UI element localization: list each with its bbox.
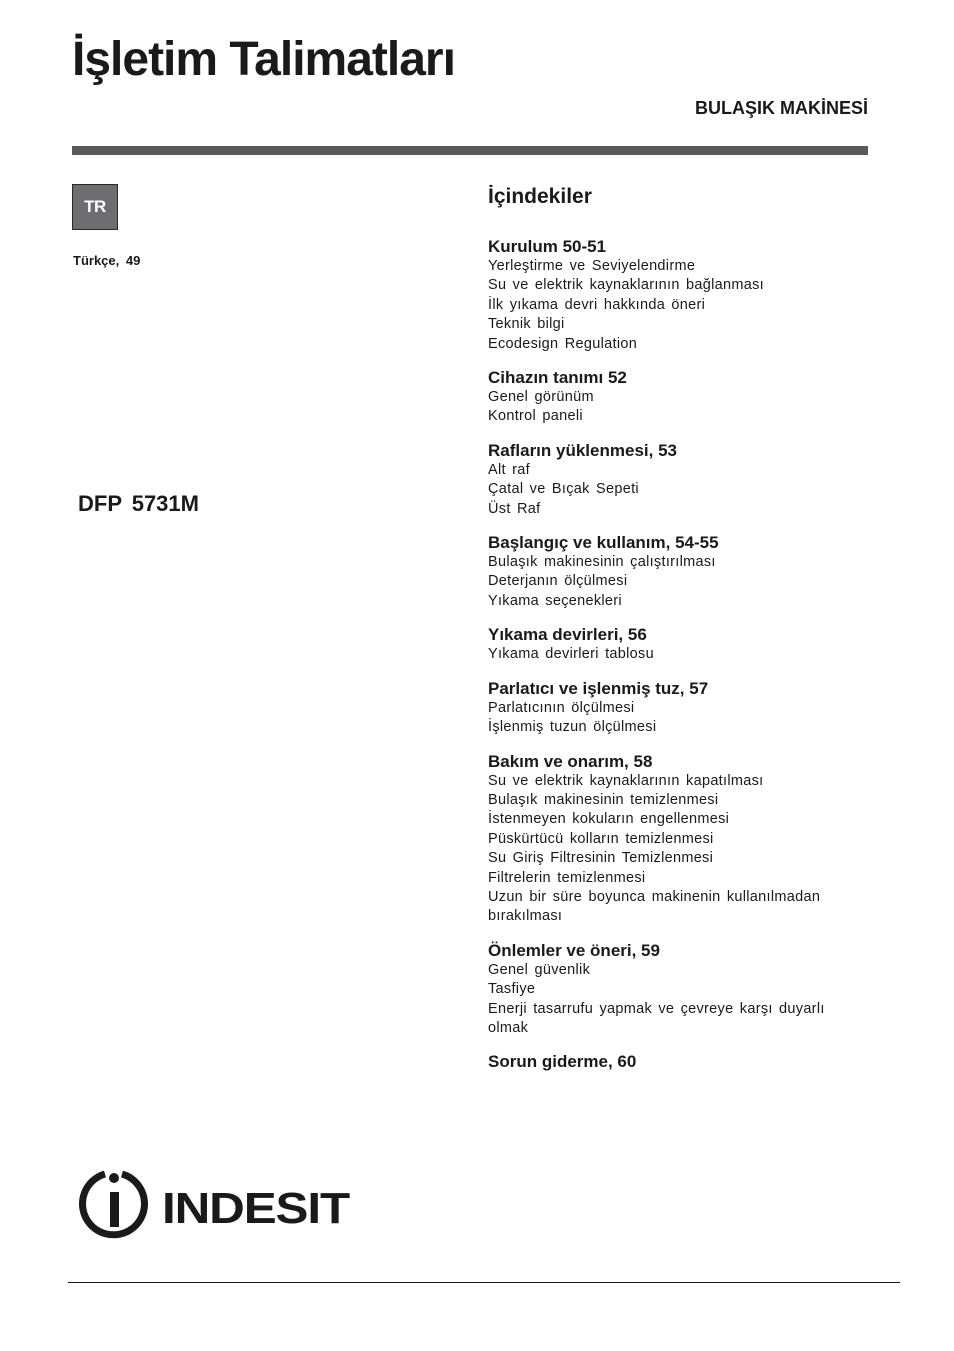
toc-item-list	[488, 461, 888, 519]
toc-item: Bulaşık makinesinin temizlenmesi	[488, 791, 719, 808]
toc-section	[488, 679, 888, 738]
toc-item: Yıkama seçenekleri	[488, 592, 622, 609]
toc-item: Çatal ve Bıçak Sepeti	[488, 481, 639, 498]
toc-item-list	[488, 388, 888, 427]
toc-section	[488, 237, 888, 354]
toc-item: Tasfiye	[488, 981, 536, 998]
toc-item: Teknik bilgi	[488, 316, 565, 333]
indesit-logo	[78, 1168, 353, 1244]
toc-item: Genel görünüm	[488, 389, 594, 406]
toc-item: Genel güvenlik	[488, 961, 591, 978]
toc-section	[488, 533, 888, 611]
toc-section-title: Önlemler ve öneri, 59	[488, 940, 660, 960]
document-title: İşletim Talimatları	[72, 33, 455, 86]
toc-section-title: Kurulum 50-51	[488, 237, 607, 256]
toc-section	[488, 1052, 888, 1072]
toc-item-list	[488, 257, 888, 354]
toc-item-list	[488, 699, 888, 738]
toc-section-title: Başlangıç ve kullanım, 54-55	[488, 533, 719, 553]
toc-item-list	[488, 961, 888, 1039]
toc-section	[488, 441, 888, 519]
toc-item: Püskürtücü kolların temizlenmesi	[488, 830, 714, 847]
toc-section-title: Bakım ve onarım, 58	[488, 751, 653, 771]
toc-section	[488, 941, 888, 1039]
toc-item: Üst Raf	[488, 500, 541, 517]
toc-item: Enerji tasarrufu yapmak ve çevreye karşı duyarlı olmak	[488, 1000, 825, 1036]
language-page-index: Türkçe, 49	[73, 253, 141, 268]
toc-item: Kontrol paneli	[488, 408, 583, 425]
language-code-badge: TR	[72, 184, 118, 230]
toc-section	[488, 752, 888, 927]
toc-item: Bulaşık makinesinin çalıştırılması	[488, 554, 716, 571]
toc-item: Deterjanın ölçülmesi	[488, 573, 628, 590]
toc-section-title: Rafların yüklenmesi, 53	[488, 440, 677, 460]
toc-item: Yerleştirme ve Seviyelendirme	[488, 258, 696, 274]
toc-heading: İçindekiler	[488, 185, 592, 208]
toc-sections	[488, 237, 888, 1072]
toc-item: İşlenmiş tuzun ölçülmesi	[488, 719, 657, 736]
toc-item: Parlatıcının ölçülmesi	[488, 699, 635, 716]
toc-section-title: Parlatıcı ve işlenmiş tuz, 57	[488, 678, 709, 698]
toc-item-list	[488, 772, 888, 927]
toc-item: Filtrelerin temizlenmesi	[488, 869, 646, 886]
toc-section	[488, 625, 888, 664]
toc-section-title: Sorun giderme, 60	[488, 1052, 637, 1072]
toc-item: İstenmeyen kokuların engellenmesi	[488, 811, 730, 828]
toc-item-list	[488, 553, 888, 611]
toc-item: İlk yıkama devri hakkında öneri	[488, 296, 706, 313]
toc-item: Su ve elektrik kaynaklarının kapatılması	[488, 772, 764, 789]
toc-section-title: Yıkama devirleri, 56	[488, 625, 647, 645]
toc-item: Su Giriş Filtresinin Temizlenmesi	[488, 850, 714, 867]
indesit-wordmark: INDESIT	[162, 1184, 351, 1233]
toc-item: Yıkama devirleri tablosu	[488, 646, 654, 663]
toc-section-title: Cihazın tanımı 52	[488, 368, 627, 388]
toc-item: Ecodesign Regulation	[488, 335, 638, 352]
toc-item: Alt raf	[488, 461, 530, 478]
toc-item: Uzun bir süre boyunca makinenin kullanılmadan bırakılması	[488, 888, 821, 925]
toc-item: Su ve elektrik kaynaklarının bağlanması	[488, 277, 764, 294]
model-number: DFP 5731M	[78, 491, 199, 516]
footer-divider	[68, 1282, 900, 1283]
indesit-i-logo-icon	[82, 1173, 144, 1235]
product-type-label: BULAŞIK MAKİNESİ	[694, 98, 868, 118]
toc-item-list	[488, 645, 888, 664]
header-divider-bar	[72, 146, 868, 155]
table-of-contents	[488, 183, 888, 1086]
toc-section	[488, 368, 888, 427]
